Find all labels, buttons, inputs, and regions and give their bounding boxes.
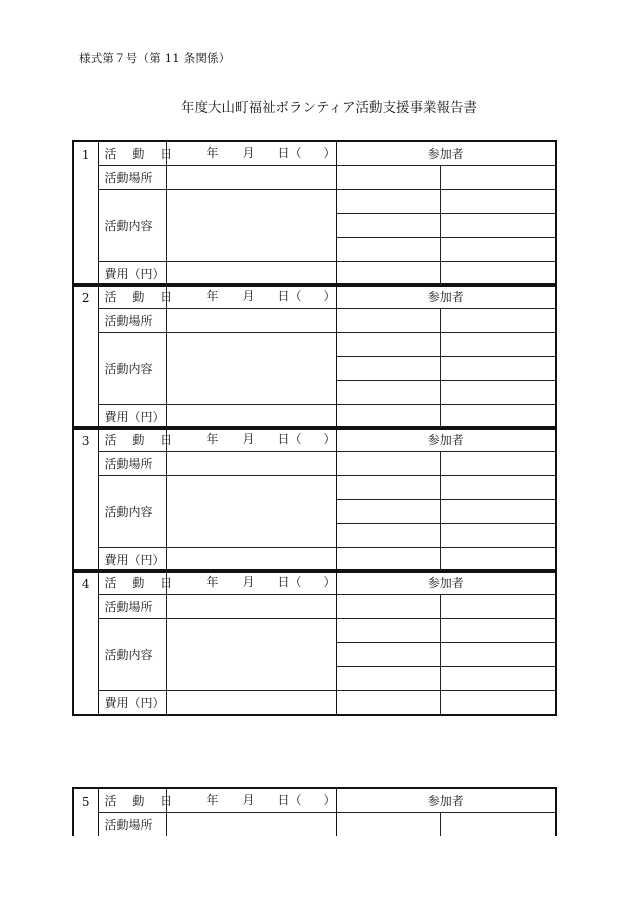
- table-row: [73, 284, 556, 309]
- activity-place-label: 活動場所: [98, 595, 166, 619]
- activity-place-label: 活動場所: [98, 309, 166, 333]
- activity-content-field[interactable]: [166, 333, 336, 405]
- activity-date-field[interactable]: [166, 570, 336, 595]
- form-note: 様式第７号（第 11 条関係）: [79, 51, 231, 65]
- participant-cell[interactable]: [336, 667, 440, 691]
- participant-cell[interactable]: [440, 813, 556, 837]
- participants-header: 参加者: [336, 570, 556, 595]
- activity-place-field[interactable]: [166, 595, 336, 619]
- activity-entry-table: [72, 787, 557, 836]
- table-row: [73, 788, 556, 813]
- activity-entry-table: [72, 426, 557, 573]
- day-label: 日（: [277, 146, 302, 160]
- entry-number: 4: [73, 570, 98, 715]
- month-label: 月: [242, 289, 255, 303]
- activity-place-field[interactable]: [166, 166, 336, 190]
- day-label: 日（: [277, 289, 302, 303]
- participant-cell[interactable]: [336, 238, 440, 262]
- participant-cell[interactable]: [440, 333, 556, 357]
- participants-header: 参加者: [336, 284, 556, 309]
- table-row: [73, 570, 556, 595]
- participant-cell[interactable]: [336, 309, 440, 333]
- participant-cell[interactable]: [336, 166, 440, 190]
- table-row: [73, 813, 556, 837]
- activity-date-field[interactable]: [166, 141, 336, 166]
- table-row: [73, 141, 556, 166]
- participant-cell[interactable]: [336, 381, 440, 405]
- participant-cell[interactable]: [440, 595, 556, 619]
- cost-label: 費用（円）: [98, 691, 166, 716]
- close-paren-label: ）: [323, 793, 336, 807]
- activity-date-label: 活 動 日: [98, 141, 166, 166]
- participant-cell[interactable]: [440, 214, 556, 238]
- activity-place-label: 活動場所: [98, 452, 166, 476]
- close-paren-label: ）: [323, 575, 336, 589]
- participant-cell[interactable]: [336, 190, 440, 214]
- activity-date-label: 活 動 日: [98, 570, 166, 595]
- activity-entry-table: [72, 569, 557, 716]
- entry-number: 2: [73, 284, 98, 429]
- activity-date-field[interactable]: [166, 427, 336, 452]
- activity-content-field[interactable]: [166, 190, 336, 262]
- close-paren-label: ）: [323, 289, 336, 303]
- close-paren-label: ）: [323, 146, 336, 160]
- day-label: 日（: [277, 432, 302, 446]
- table-row: [73, 595, 556, 619]
- table-row: [73, 452, 556, 476]
- participant-cell[interactable]: [336, 595, 440, 619]
- day-label: 日（: [277, 575, 302, 589]
- activity-content-label: 活動内容: [98, 619, 166, 691]
- participants-header: 参加者: [336, 141, 556, 166]
- participant-cell[interactable]: [336, 214, 440, 238]
- activity-content-label: 活動内容: [98, 190, 166, 262]
- activity-entry-table: [72, 140, 557, 287]
- document-title: 年度大山町福祉ボランティア活動支援事業報告書: [181, 100, 477, 116]
- cost-label: 費用（円）: [98, 405, 166, 430]
- close-paren-label: ）: [323, 432, 336, 446]
- month-label: 月: [242, 575, 255, 589]
- activity-date-field[interactable]: [166, 284, 336, 309]
- cost-field[interactable]: [166, 691, 336, 716]
- participant-cell[interactable]: [336, 333, 440, 357]
- year-label: 年: [206, 793, 219, 807]
- month-label: 月: [242, 146, 255, 160]
- activity-place-label: 活動場所: [98, 166, 166, 190]
- table-row: [73, 190, 556, 214]
- participant-cell[interactable]: [336, 619, 440, 643]
- activity-place-field[interactable]: [166, 813, 336, 837]
- participants-header: 参加者: [336, 427, 556, 452]
- participant-cell[interactable]: [440, 643, 556, 667]
- month-label: 月: [242, 793, 255, 807]
- activity-place-field[interactable]: [166, 452, 336, 476]
- participant-cell[interactable]: [440, 667, 556, 691]
- participant-cell[interactable]: [440, 309, 556, 333]
- activity-content-field[interactable]: [166, 476, 336, 548]
- year-label: 年: [206, 575, 219, 589]
- participant-cell[interactable]: [440, 357, 556, 381]
- participant-cell[interactable]: [336, 813, 440, 837]
- participant-cell[interactable]: [336, 524, 440, 548]
- month-label: 月: [242, 432, 255, 446]
- participant-cell[interactable]: [336, 452, 440, 476]
- table-row: [73, 691, 556, 716]
- table-row: [73, 166, 556, 190]
- activity-date-label: 活 動 日: [98, 427, 166, 452]
- day-label: 日（: [277, 793, 302, 807]
- participant-cell[interactable]: [336, 691, 440, 716]
- participant-cell[interactable]: [440, 166, 556, 190]
- activity-content-label: 活動内容: [98, 476, 166, 548]
- participant-cell[interactable]: [440, 500, 556, 524]
- entry-number: 1: [73, 141, 98, 286]
- participant-cell[interactable]: [440, 691, 556, 716]
- entry-number: 3: [73, 427, 98, 572]
- year-label: 年: [206, 146, 219, 160]
- participant-cell[interactable]: [336, 476, 440, 500]
- participant-cell[interactable]: [440, 452, 556, 476]
- table-row: [73, 309, 556, 333]
- activity-date-label: 活 動 日: [98, 284, 166, 309]
- entry-number: 5: [73, 788, 98, 836]
- activity-content-field[interactable]: [166, 619, 336, 691]
- table-row: [73, 476, 556, 500]
- participant-cell[interactable]: [336, 643, 440, 667]
- table-row: [73, 619, 556, 643]
- cost-label: 費用（円）: [98, 548, 166, 573]
- participant-cell[interactable]: [336, 500, 440, 524]
- activity-entry-table: [72, 283, 557, 430]
- participant-cell[interactable]: [440, 190, 556, 214]
- participant-cell[interactable]: [440, 476, 556, 500]
- activity-place-field[interactable]: [166, 309, 336, 333]
- activity-content-label: 活動内容: [98, 333, 166, 405]
- activity-place-label: 活動場所: [98, 813, 166, 837]
- participants-header: 参加者: [336, 788, 556, 813]
- participant-cell[interactable]: [440, 619, 556, 643]
- participant-cell[interactable]: [336, 357, 440, 381]
- table-row: [73, 427, 556, 452]
- activity-date-field[interactable]: [166, 788, 336, 813]
- activity-date-label: 活 動 日: [98, 788, 166, 813]
- table-row: [73, 333, 556, 357]
- participant-cell[interactable]: [440, 238, 556, 262]
- cost-label: 費用（円）: [98, 262, 166, 287]
- year-label: 年: [206, 432, 219, 446]
- participant-cell[interactable]: [440, 381, 556, 405]
- year-label: 年: [206, 289, 219, 303]
- participant-cell[interactable]: [440, 524, 556, 548]
